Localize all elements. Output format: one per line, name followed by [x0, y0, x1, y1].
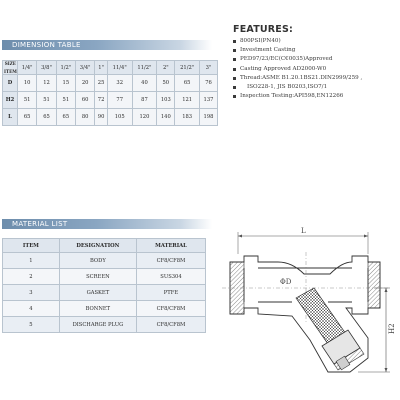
value-cell: 60	[75, 92, 94, 109]
material-row	[3, 253, 206, 269]
features-title: FEATURES:	[233, 24, 294, 35]
dimension-corner-cell	[3, 61, 18, 75]
dimension-row-l	[3, 109, 218, 126]
material-material: CF8/CF8M	[136, 317, 205, 333]
material-designation: BODY	[59, 253, 136, 269]
feature-item: Investment Casting	[233, 46, 399, 55]
features-panel	[233, 24, 399, 101]
material-row	[3, 317, 206, 333]
dimension-table	[2, 60, 218, 126]
material-row	[3, 301, 206, 317]
material-list-header	[2, 219, 212, 229]
dimension-label-l: L	[301, 227, 306, 235]
value-cell: 87	[132, 92, 157, 109]
size-cell: 3"	[200, 61, 218, 75]
size-cell: 11/4"	[107, 61, 132, 75]
material-material: PTFE	[136, 285, 205, 301]
value-cell: 72	[95, 92, 108, 109]
features-list	[233, 37, 399, 101]
dimension-table-title: DIMENSION TABLE	[12, 41, 81, 49]
value-cell: 51	[37, 92, 56, 109]
size-header: SIZE	[4, 61, 16, 66]
material-item: 2	[3, 269, 60, 285]
value-cell: 140	[157, 109, 175, 126]
value-cell: 50	[157, 75, 175, 92]
size-cell: 21/2"	[175, 61, 200, 75]
feature-item: Casting Approved AD2000-W0	[233, 65, 399, 74]
value-cell: 65	[18, 109, 37, 126]
size-cell: 1/2"	[56, 61, 75, 75]
row-label: L	[3, 109, 18, 126]
value-cell: 76	[200, 75, 218, 92]
size-cell: 11/2"	[132, 61, 157, 75]
strainer-drawing-svg	[218, 222, 400, 382]
feature-item: Thread:ASME B1.20.1BS21.DIN2999/259 ,	[233, 74, 399, 83]
material-col-designation: DESIGNATION	[59, 239, 136, 253]
value-cell: 40	[132, 75, 157, 92]
dimension-table-header	[2, 40, 212, 50]
row-label: D	[3, 75, 18, 92]
value-cell: 121	[175, 92, 200, 109]
value-cell: 51	[56, 92, 75, 109]
value-cell: 77	[107, 92, 132, 109]
material-designation: BONNET	[59, 301, 136, 317]
value-cell: 90	[95, 109, 108, 126]
dimension-row-d	[3, 75, 218, 92]
value-cell: 65	[56, 109, 75, 126]
material-material: CF8/CF8M	[136, 253, 205, 269]
material-header-row	[3, 239, 206, 253]
value-cell: 105	[107, 109, 132, 126]
size-cell: 3/8"	[37, 61, 56, 75]
material-item: 1	[3, 253, 60, 269]
value-cell: 65	[37, 109, 56, 126]
value-cell: 103	[157, 92, 175, 109]
material-col-item: ITEM	[3, 239, 60, 253]
feature-item: PED97/23/EC(C€0035)Approved	[233, 55, 399, 64]
material-item: 4	[3, 301, 60, 317]
dimension-size-row	[3, 61, 218, 75]
material-designation: DISCHARGE PLUG	[59, 317, 136, 333]
dimension-label-h2: H2	[388, 323, 396, 334]
material-table	[2, 238, 206, 333]
value-cell: 120	[132, 109, 157, 126]
value-cell: 65	[175, 75, 200, 92]
feature-item: 800PSI(PN40)	[233, 37, 399, 46]
material-designation: SCREEN	[59, 269, 136, 285]
material-item: 3	[3, 285, 60, 301]
value-cell: 32	[107, 75, 132, 92]
size-cell: 3/4"	[75, 61, 94, 75]
material-designation: GASKET	[59, 285, 136, 301]
value-cell: 137	[200, 92, 218, 109]
size-cell: 1/4"	[18, 61, 37, 75]
material-col-material: MATERIAL	[136, 239, 205, 253]
feature-item-continued: ISO228-1, JIS B0203,ISO7/1	[233, 83, 399, 92]
row-label: H2	[3, 92, 18, 109]
feature-item: Inspection Testing:API598,EN12266	[233, 92, 399, 101]
length-dimension	[238, 232, 368, 254]
value-cell: 183	[175, 109, 200, 126]
value-cell: 25	[95, 75, 108, 92]
material-material: CF8/CF8M	[136, 301, 205, 317]
dimension-row-h2	[3, 92, 218, 109]
value-cell: 80	[75, 109, 94, 126]
size-cell: 2"	[157, 61, 175, 75]
material-row	[3, 285, 206, 301]
value-cell: 51	[18, 92, 37, 109]
value-cell: 12	[37, 75, 56, 92]
material-row	[3, 269, 206, 285]
dimension-label-d: ΦD	[280, 278, 292, 286]
material-item: 5	[3, 317, 60, 333]
value-cell: 15	[56, 75, 75, 92]
size-cell: 1"	[95, 61, 108, 75]
strainer-technical-drawing	[218, 222, 400, 382]
item-header: ITEM	[4, 69, 17, 74]
value-cell: 20	[75, 75, 94, 92]
value-cell: 10	[18, 75, 37, 92]
material-material: SUS304	[136, 269, 205, 285]
outlet-thread	[368, 262, 380, 308]
material-list-title: MATERIAL LIST	[12, 220, 68, 228]
value-cell: 198	[200, 109, 218, 126]
